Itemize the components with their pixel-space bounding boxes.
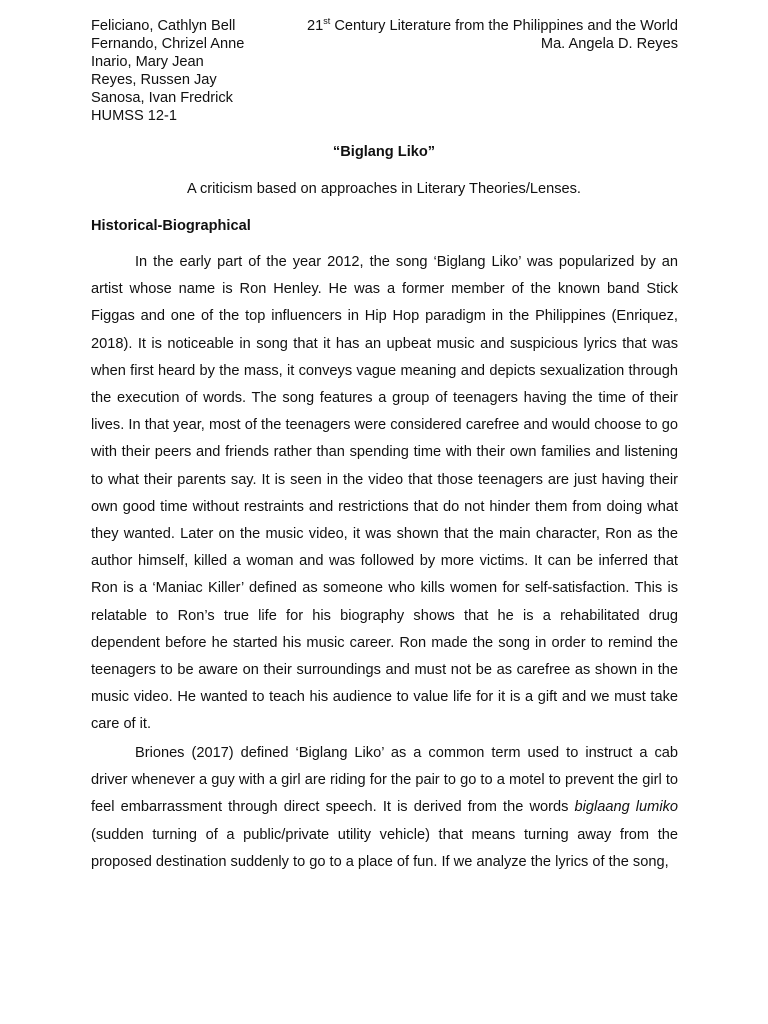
class-section: HUMSS 12-1 xyxy=(91,108,177,124)
italic-term: biglaang lumiko xyxy=(574,799,678,816)
body-paragraph xyxy=(91,249,678,739)
author-name: Sanosa, Ivan Fredrick xyxy=(91,90,233,106)
author-name: Fernando, Chrizel Anne xyxy=(91,36,245,52)
course-ordinal: st xyxy=(323,16,331,26)
author-name: Feliciano, Cathlyn Bell xyxy=(91,18,236,34)
author-name: Inario, Mary Jean xyxy=(91,54,204,70)
document-title: “Biglang Liko” xyxy=(332,144,436,160)
teacher-name: Ma. Angela D. Reyes xyxy=(540,36,678,52)
section-heading: Historical-Biographical xyxy=(91,218,251,234)
course-number: 21 xyxy=(307,18,324,34)
author-list xyxy=(91,17,244,125)
document-subtitle: A criticism based on approaches in Literary Theories/Lenses. xyxy=(187,181,581,197)
paragraph-text xyxy=(91,740,678,876)
paragraph-text: In the early part of the year 2012, the song ‘Biglang Liko’ was popularized by an artist whose name is Ron Henley. He was a former member of the known band Stick Figgas and one of the top influencers in Hip Hop paradigm in the Philippines (Enriquez, 2018). It is noticeable in song that it has an upbeat music and suspicious lyrics that was when first heard by the mass, it conveys vague meaning and depicts sexualization through the execution of words. The song features a group of teenagers having the time of their lives. In that year, most of the teenagers were considered carefree and would choose to go with their peers and friends rather than spending time with their own families and listening to what their parents say. It is seen in the video that those teenagers are just having their own good time without restraints and restrictions that do not hinder them from doing what they wanted. Later on the music video, it was shown that the main character, Ron as the author himself, killed a woman and was followed by more victims. It can be inferred that Ron is a ‘Maniac Killer’ defined as someone who kills women for self-satisfaction. This is relatable to Ron’s true life for his biography shows that he is a rehabilitated drug dependent before he started his music career. Ron made the song in order to remind the teenagers to be aware on their surroundings and must not be as carefree as shown in the music video. He wanted to teach his audience to value life for it is a gift and we must take care of it. xyxy=(91,254,678,733)
course-block xyxy=(307,17,678,53)
paragraph-run: Briones (2017) defined ‘Biglang Liko’ as a common term used to instruct a cab driver whenever a guy with a girl are riding for the pair to go to a motel to prevent the girl to feel embarrassment through direct speech. It is derived from the words xyxy=(91,745,678,816)
course-title xyxy=(307,17,678,35)
paragraph-run: (sudden turning of a public/private utility vehicle) that means turning away from the proposed destination suddenly to go to a place of fun. If we analyze the lyrics of the song, xyxy=(91,826,678,870)
author-name: Reyes, Russen Jay xyxy=(91,72,217,88)
body-paragraph xyxy=(91,740,678,876)
course-name: Century Literature from the Philippines and the World xyxy=(330,18,678,34)
